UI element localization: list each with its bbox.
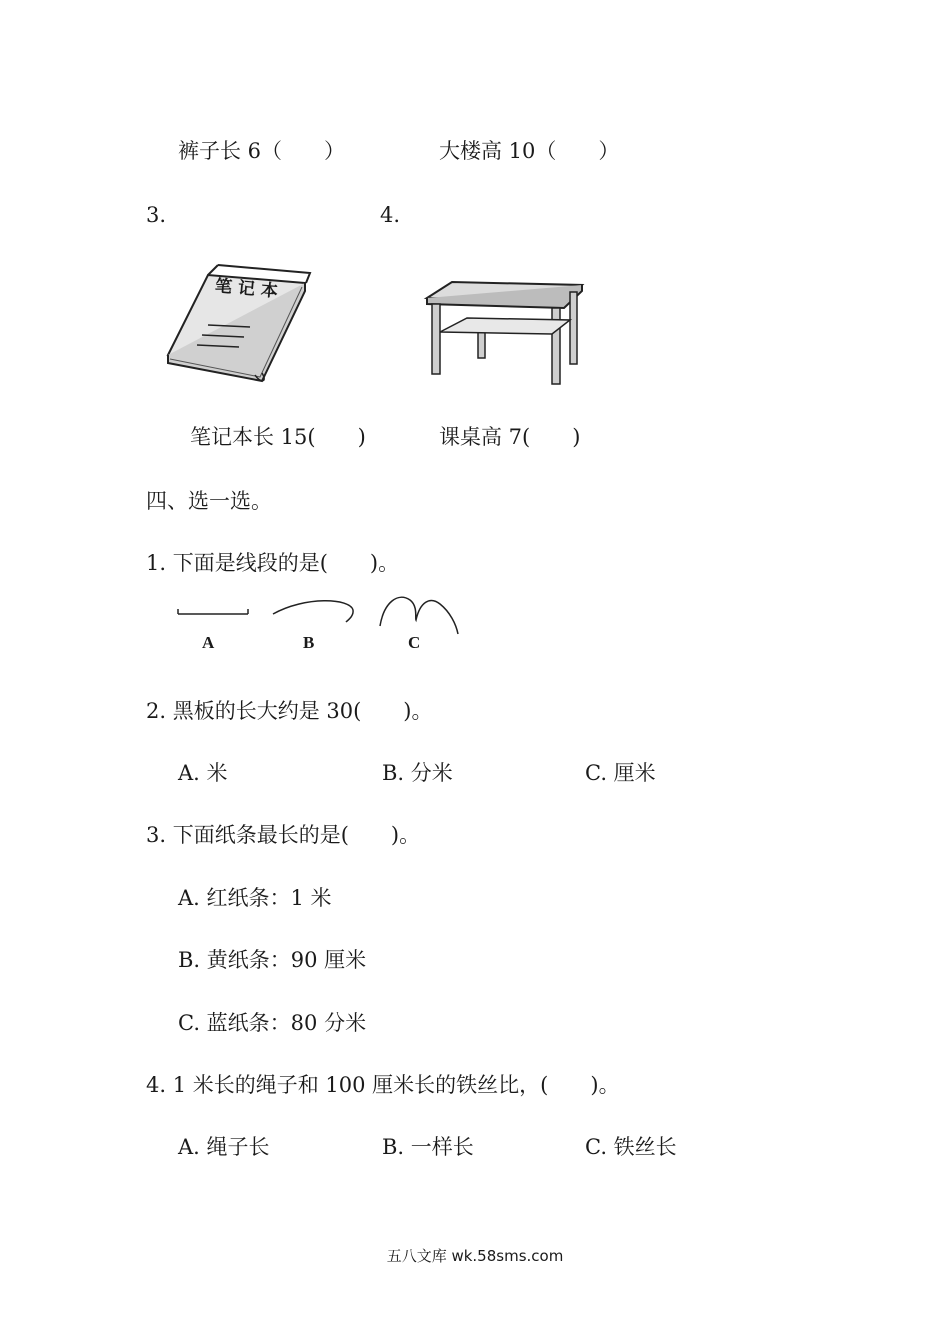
q2-option-a: A. 米 — [178, 761, 228, 785]
q1-text: 1. 下面是线段的是( )。 — [146, 551, 400, 575]
q4-text: 4. 1 米长的绳子和 100 厘米长的铁丝比，( )。 — [146, 1073, 620, 1097]
desk-height-question: 课桌高 7( ) — [439, 425, 581, 449]
q1-label-c: C — [408, 633, 421, 652]
q2-option-c: C. 厘米 — [585, 761, 656, 785]
item-4-number: 4. — [380, 203, 401, 227]
desk-illustration — [422, 280, 587, 390]
q1-label-a: A — [202, 633, 215, 652]
q4-option-a: A. 绳子长 — [178, 1135, 270, 1159]
q3-option-b: B. 黄纸条：90 厘米 — [178, 948, 367, 972]
q1-line-figures — [170, 592, 470, 642]
q3-option-c: C. 蓝纸条：80 分米 — [178, 1011, 367, 1035]
building-height-question: 大楼高 10（ ） — [439, 139, 620, 163]
section-4-heading: 四、选一选。 — [146, 489, 272, 513]
q3-option-a: A. 红纸条：1 米 — [178, 886, 332, 910]
pants-length-question: 裤子长 6（ ） — [178, 139, 346, 163]
item-3-number: 3. — [146, 203, 167, 227]
notebook-cover-title: 笔 记 本 — [214, 276, 279, 302]
footer-watermark: 五八文库 wk.58sms.com — [386, 1247, 564, 1265]
q4-option-b: B. 一样长 — [382, 1135, 474, 1159]
q1-label-b: B — [303, 633, 315, 652]
notebook-length-question: 笔记本长 15( ) — [190, 425, 366, 449]
q3-text: 3. 下面纸条最长的是( )。 — [146, 823, 421, 847]
q2-option-b: B. 分米 — [382, 761, 453, 785]
q2-text: 2. 黑板的长大约是 30( )。 — [146, 699, 433, 723]
q4-option-c: C. 铁丝长 — [585, 1135, 677, 1159]
